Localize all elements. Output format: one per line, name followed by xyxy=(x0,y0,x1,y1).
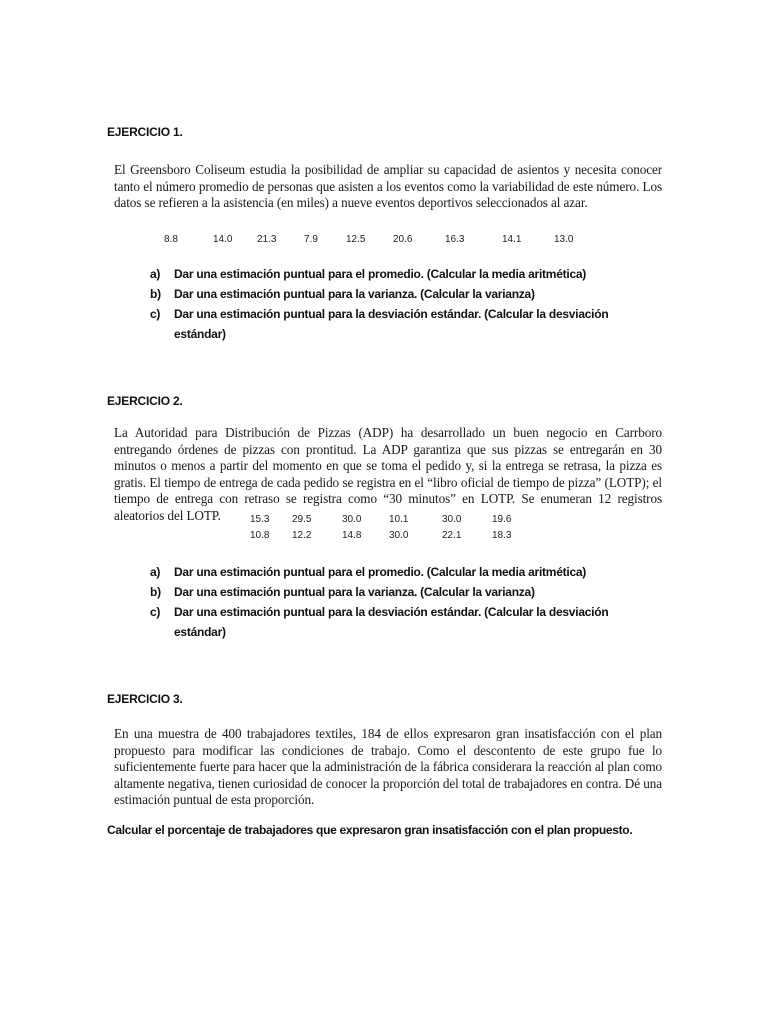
exercise-2-paragraph: La Autoridad para Distribución de Pizzas (ADP) ha desarrollado un buen negocio en Carrboro entregando órdenes de pizzas con prontitud. La ADP garantiza que sus pizzas se entregarán en 30 minutos o menos a partir del momento en que se toma el pedido y, si la entrega se retrasa, la pizza es gratis. El tiempo de entrega de cada pedido se registra en el “libro oficial de tiempo de pizza” (LOTP); el tiempo de entrega con retraso se registra como “30 minutos” en LOTP. Se enumeran 12 registros aleatorios del LOTP. xyxy=(114,425,662,523)
item-marker: b) xyxy=(150,287,161,301)
list-item xyxy=(150,264,630,284)
item-marker: a) xyxy=(150,267,161,281)
exercise-2-heading: EJERCICIO 2. xyxy=(107,394,183,408)
item-marker: b) xyxy=(150,585,161,599)
data-value: 10.8 xyxy=(250,530,270,541)
question-text: Dar una estimación puntual para el promedio. (Calcular la media aritmética) xyxy=(174,267,587,281)
data-value: 22.1 xyxy=(442,530,462,541)
data-value: 13.0 xyxy=(554,234,574,245)
question-text: Dar una estimación puntual para la desviación estándar. (Calcular la desviación estándar) xyxy=(174,307,609,341)
question-text: Dar una estimación puntual para la varianza. (Calcular la varianza) xyxy=(174,585,535,599)
exercise-3-instruction: Calcular el porcentaje de trabajadores que expresaron gran insatisfacción con el plan propuesto. xyxy=(107,823,633,837)
data-value: 7.9 xyxy=(304,234,318,245)
exercise-1-questions xyxy=(150,264,630,344)
list-item xyxy=(150,582,630,602)
item-marker: c) xyxy=(150,307,161,321)
data-value: 14.0 xyxy=(213,234,233,245)
data-value: 18.3 xyxy=(492,530,512,541)
list-item xyxy=(150,562,630,582)
exercise-2-data-row-2 xyxy=(250,530,522,541)
data-value: 12.5 xyxy=(346,234,366,245)
question-text: Dar una estimación puntual para la desviación estándar. (Calcular la desviación estándar) xyxy=(174,605,609,639)
exercise-2-questions xyxy=(150,562,630,642)
data-value: 30.0 xyxy=(342,514,362,525)
question-text: Dar una estimación puntual para el promedio. (Calcular la media aritmética) xyxy=(174,565,587,579)
exercise-3-heading: EJERCICIO 3. xyxy=(107,692,183,706)
data-value: 29.5 xyxy=(292,514,312,525)
exercise-1-heading: EJERCICIO 1. xyxy=(107,125,183,139)
data-value: 19.6 xyxy=(492,514,512,525)
item-marker: c) xyxy=(150,605,161,619)
list-item xyxy=(150,602,630,642)
exercise-1-paragraph: El Greensboro Coliseum estudia la posibilidad de ampliar su capacidad de asientos y necesita conocer tanto el número promedio de personas que asisten a los eventos como la variabilidad de este número. Los datos se refieren a la asistencia (en miles) a nueve eventos deportivos seleccionados al azar. xyxy=(114,162,662,211)
data-value: 10.1 xyxy=(389,514,409,525)
item-marker: a) xyxy=(150,565,161,579)
data-value: 20.6 xyxy=(393,234,413,245)
data-value: 14.1 xyxy=(502,234,522,245)
data-value: 30.0 xyxy=(389,530,409,541)
list-item xyxy=(150,304,630,344)
data-value: 12.2 xyxy=(292,530,312,541)
data-value: 16.3 xyxy=(445,234,465,245)
data-value: 30.0 xyxy=(442,514,462,525)
data-value: 8.8 xyxy=(164,234,178,245)
question-text: Dar una estimación puntual para la varianza. (Calcular la varianza) xyxy=(174,287,535,301)
exercise-3-paragraph: En una muestra de 400 trabajadores textiles, 184 de ellos expresaron gran insatisfacción con el plan propuesto para modificar las condiciones de trabajo. Como el descontento de este grupo fue lo suficientemente fuerte para hacer que la administración de la fábrica considerara la reacción al plan como altamente negativa, tienen curiosidad de conocer la proporción del total de trabajadores en contra. Dé una estimación puntual de esta proporción. xyxy=(114,726,662,808)
data-value: 21.3 xyxy=(257,234,277,245)
list-item xyxy=(150,284,630,304)
exercise-1-data-row xyxy=(164,234,584,245)
data-value: 15.3 xyxy=(250,514,270,525)
data-value: 14.8 xyxy=(342,530,362,541)
exercise-2-data-row-1 xyxy=(250,514,522,525)
